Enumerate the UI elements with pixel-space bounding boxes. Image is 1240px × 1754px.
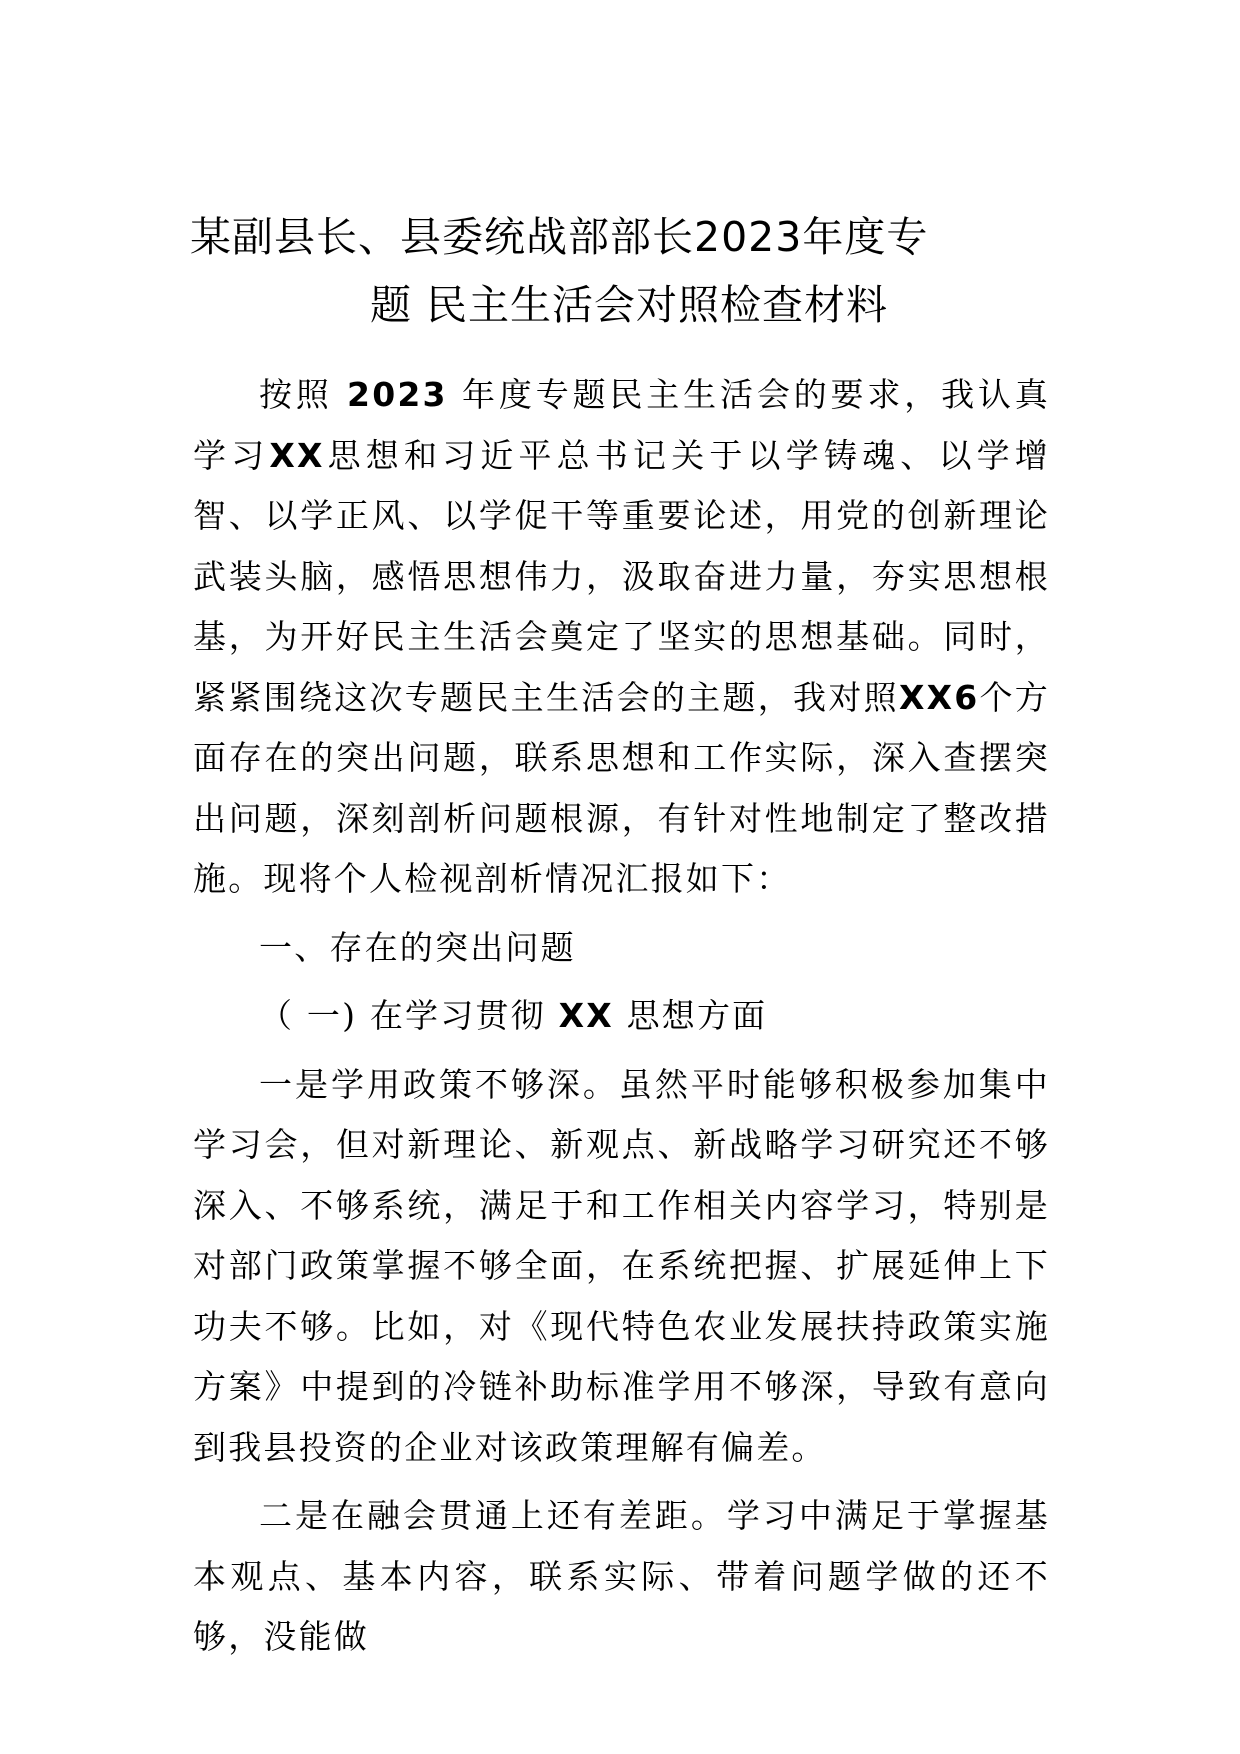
document-body: [193, 365, 1050, 1668]
subsection-prefix: （ 一) 在学习贯彻: [259, 996, 546, 1035]
paragraph-1: 一是学用政策不够深。虽然平时能够积极参加集中学习会，但对新理论、新观点、新战略学习研究还不够深入、不够系统，满足于和工作相关内容学习，特别是对部门政策掌握不够全面，在系统把握、扩展延伸上下功夫不够。比如，对《现代特色农业发展扶持政策实施方案》中提到的冷链补助标准学用不够深，导致有意向到我县投资的企业对该政策理解有偏差。: [193, 1064, 1050, 1467]
document-title: [160, 207, 1080, 335]
intro-xx: XX: [269, 435, 325, 475]
title-line-2: 题 民主生活会对照检查材料: [370, 281, 889, 330]
subsection-suffix: 思想方面: [626, 996, 768, 1035]
section-heading-1: 一、存在的突出问题: [259, 927, 576, 967]
intro-text-2: 年度专题民主生活会的要求，我认真学习: [193, 375, 1051, 475]
paragraph-2: 二是在融会贯通上还有差距。学习中满足于掌握基本观点、基本内容，联系实际、带着问题学做的还不够，没能做: [193, 1496, 1050, 1656]
subsection-heading-1: [193, 986, 1050, 1047]
subsection-xx: XX: [558, 996, 614, 1035]
intro-paragraph: [193, 365, 1050, 910]
title-line-1: 某副县长、县委统战部部长2023年度专: [190, 213, 929, 262]
intro-text-1: 按照: [259, 375, 348, 414]
intro-text-3: 思想和习近平总书记关于以学铸魂、以学增智、以学正风、以学促干等重要论述，用党的创新理论武装头脑，感悟思想伟力，汲取奋进力量，夯实思想根基，为开好民主生活会奠定了坚实的思想基础。同时，紧紧围绕这次专题民主生活会的主题，我对照: [193, 435, 1050, 717]
intro-year: 2023: [347, 375, 448, 414]
intro-text-4: 个方面存在的突出问题，联系思想和工作实际，深入查摆突出问题，深刻剖析问题根源，有针对性地制定了整改措施。现将个人检视剖析情况汇报如下：: [193, 677, 1051, 898]
intro-xx6: XX6: [898, 677, 980, 717]
